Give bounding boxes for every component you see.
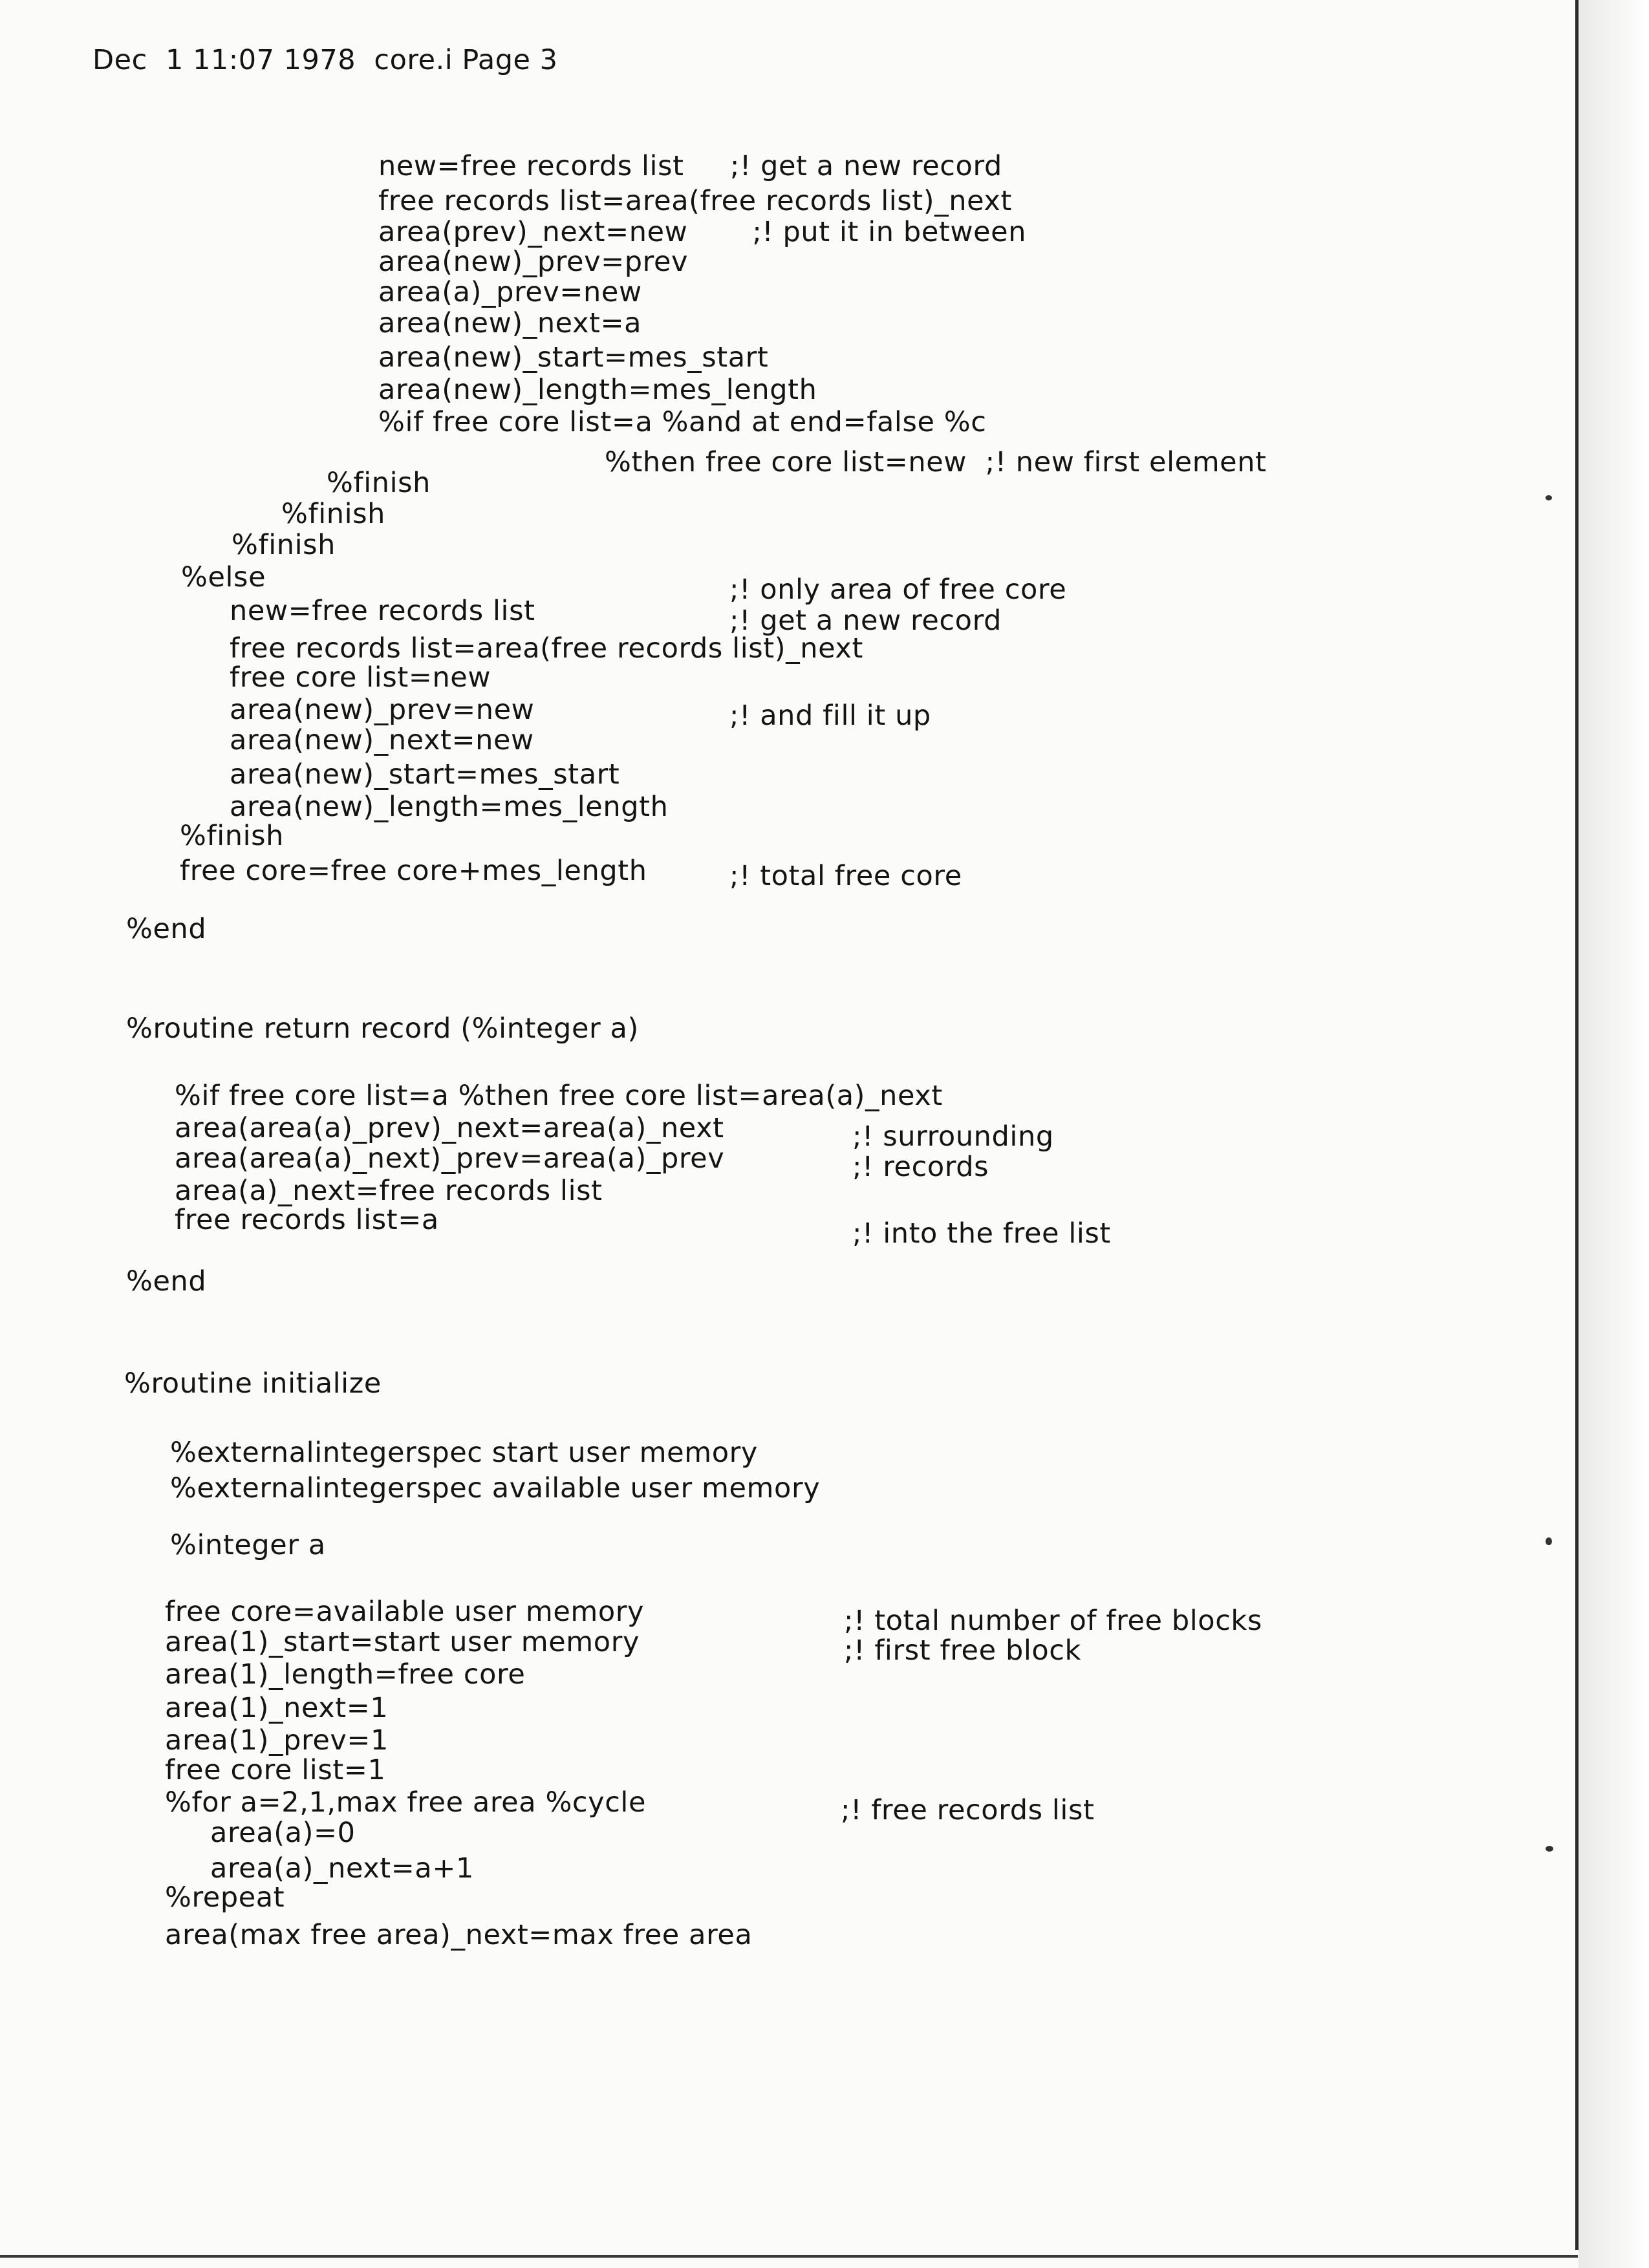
code-line: free core=available user memory — [165, 1596, 645, 1628]
code-line: area(1)_next=1 — [165, 1692, 389, 1724]
code-line: free core list=new — [230, 661, 491, 694]
code-line: area(new)_length=mes_length — [378, 374, 817, 406]
code-line: free records list=area(free records list)_next — [378, 185, 1012, 217]
paper-right-edge — [1575, 0, 1579, 2250]
code-line: %end — [126, 1265, 207, 1298]
code-line: area(1)_prev=1 — [165, 1724, 389, 1757]
code-comment: ;! and fill it up — [729, 700, 931, 732]
code-line: area(new)_next=a — [378, 307, 642, 339]
code-line: free records list=a — [175, 1204, 439, 1236]
code-line: %finish — [232, 529, 336, 561]
code-line: %if free core list=a %then free core list=area(a)_next — [175, 1080, 943, 1112]
code-line: %for a=2,1,max free area %cycle — [165, 1786, 647, 1819]
code-line: area(new)_prev=prev — [378, 246, 689, 278]
code-line: %end — [126, 913, 207, 945]
code-line: %routine initialize — [124, 1367, 382, 1400]
code-line: new=free records list ;! get a new record — [378, 150, 1002, 182]
code-line: area(new)_start=mes_start — [230, 758, 620, 791]
code-line: %else — [181, 561, 266, 594]
page-header: Dec 1 11:07 1978 core.i Page 3 — [92, 44, 558, 76]
code-comment: ;! first free block — [844, 1634, 1082, 1667]
code-line: area(new)_next=new — [230, 724, 534, 756]
code-line: area(prev)_next=new ;! put it in between — [378, 216, 1027, 248]
scan-speck — [1546, 1537, 1552, 1545]
code-line: %if free core list=a %and at end=false %c — [378, 406, 987, 438]
code-line: area(max free area)_next=max free area — [165, 1919, 753, 1951]
code-line: area(new)_start=mes_start — [378, 341, 769, 374]
code-line: area(a)_next=free records list — [175, 1175, 603, 1207]
code-line: %then free core list=new ;! new first element — [605, 446, 1267, 478]
code-comment: ;! total free core — [729, 860, 962, 892]
code-line: free core list=1 — [165, 1754, 386, 1786]
code-line: %finish — [180, 820, 284, 852]
code-comment: ;! get a new record — [729, 604, 1002, 637]
code-line: free records list=area(free records list)_next — [230, 632, 863, 665]
code-comment: ;! into the free list — [852, 1217, 1111, 1250]
code-line: %routine return record (%integer a) — [126, 1012, 639, 1045]
code-comment: ;! surrounding — [852, 1120, 1054, 1153]
code-line: area(new)_prev=new — [230, 694, 535, 726]
code-line: %finish — [327, 467, 431, 499]
code-comment: ;! only area of free core — [729, 573, 1067, 606]
code-line: new=free records list — [230, 595, 535, 627]
code-line: area(a)=0 — [210, 1817, 356, 1849]
scan-speck — [1546, 495, 1552, 500]
code-line: area(1)_start=start user memory — [165, 1626, 640, 1658]
scan-speck — [1546, 1846, 1553, 1852]
code-comment: ;! records — [852, 1151, 989, 1183]
code-line: %repeat — [165, 1881, 285, 1914]
code-line: area(area(a)_next)_prev=area(a)_prev — [175, 1142, 725, 1175]
code-line: area(1)_length=free core — [165, 1658, 526, 1691]
code-line: %externalintegerspec start user memory — [170, 1437, 758, 1469]
paper-edge-shadow — [1579, 0, 1649, 2268]
code-line: area(a)_next=a+1 — [210, 1852, 474, 1885]
paper-bottom-edge — [0, 2255, 1578, 2258]
code-line: %externalintegerspec available user memory — [170, 1472, 821, 1504]
code-comment: ;! free records list — [841, 1794, 1095, 1826]
code-line: %integer a — [170, 1529, 326, 1561]
code-line: area(a)_prev=new — [378, 276, 642, 308]
code-comment: ;! total number of free blocks — [844, 1605, 1262, 1637]
code-line: %finish — [281, 498, 385, 530]
code-line: area(new)_length=mes_length — [230, 791, 669, 823]
code-line: area(area(a)_prev)_next=area(a)_next — [175, 1112, 724, 1144]
code-line: free core=free core+mes_length — [180, 855, 647, 887]
